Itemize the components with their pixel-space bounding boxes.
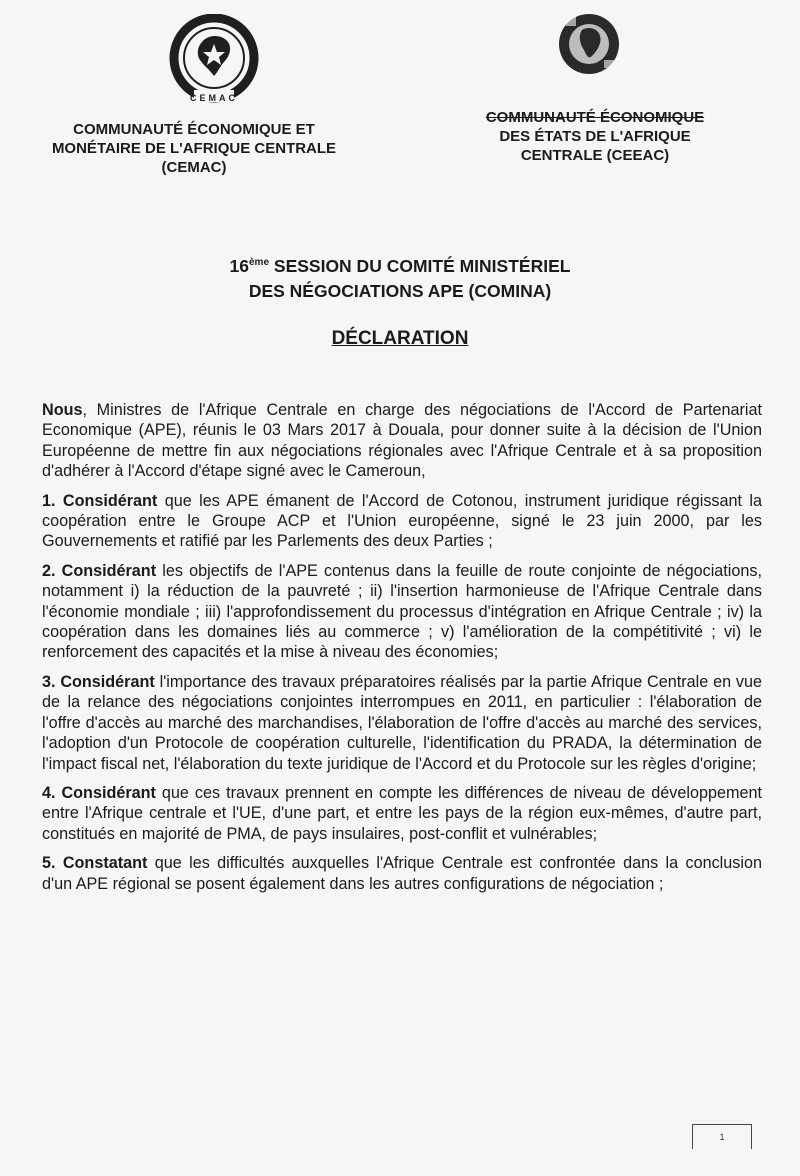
ceeac-name-line2: DES ÉTATS DE L'AFRIQUE (499, 128, 691, 145)
session-title (140, 250, 660, 304)
paragraph-lead: 1. Considérant (42, 491, 158, 510)
paragraph-4 (42, 783, 762, 844)
session-title-line2: DES NÉGOCIATIONS APE (COMINA) (248, 281, 552, 301)
intro-lead: Nous (42, 401, 83, 419)
paragraph-text: les objectifs de l'APE contenus dans la feuille de route conjointe de négociations, notamment i) la réduction de la pauvreté ; ii) l'insertion harmonieuse de l'Afrique Centrale dans l'économie mondiale ; iii) l'approfondissement du processus d'intégration en Afrique Centrale ; iv) la coopération dans les domaines liés au commerce ; v) l'amélioration de la compétitivité ; vi) le renforcement des capacités et la mise à niveau des économies; (42, 561, 762, 662)
paragraph-1 (42, 491, 762, 552)
declaration-body (42, 400, 762, 903)
paragraph-lead: 2. Considérant (42, 561, 157, 580)
paragraph-text: que les APE émanent de l'Accord de Cotonou, instrument juridique régissant la coopération entre le Groupe ACP et l'Union européenne, signé le 23 juin 2000, par les Gouvernements et ratifié par les Parlements des deux Parties ; (42, 491, 762, 551)
cemac-logo (168, 14, 260, 106)
declaration-heading: DÉCLARATION (331, 328, 469, 349)
session-ordinal: 16 (229, 256, 249, 276)
page-number: 1 (692, 1124, 752, 1149)
session-title-line1: SESSION DU COMITÉ MINISTÉRIEL (273, 256, 571, 276)
paragraph-text: que les difficultés auxquelles l'Afrique Centrale est confrontée dans la conclusion d'un APE régional se posent également dans les autres configurations de négociation ; (42, 854, 762, 893)
cemac-name: COMMUNAUTÉ ÉCONOMIQUE ET MONÉTAIRE DE L'AFRIQUE CENTRALE (CEMAC) (51, 121, 337, 176)
intro-text: , Ministres de l'Afrique Centrale en charge des négociations de l'Accord de Partenariat Economique (APE), réunis le 03 Mars 2017 à Douala, pour donner suite à la décision de l'Union Européenne de mettre fin aux négociations régionales avec l'Afrique Centrale et à sa proposition d'adhérer à l'Accord d'étape signé avec le Cameroun, (42, 401, 762, 481)
svg-text:CEMAC: CEMAC (190, 93, 238, 103)
paragraph-lead: 4. Considérant (42, 783, 156, 802)
paragraph-lead: 3. Considérant (42, 672, 155, 691)
ceeac-name (430, 108, 760, 165)
paragraph-text: l'importance des travaux préparatoires réalisés par la partie Afrique Centrale en vue de la relance des négociations conjointes interrompues en 2011, en particulier : l'élaboration de l'offre d'accès au marché des marchandises, l'élaboration de l'offre d'accès au marché des services, l'adoption d'un Protocole de coopération culturelle, l'identification du PRADA, la détermination de l'impact fiscal net, l'élaboration du texte juridique de l'Accord et du Protocole sur les règles d'origine; (42, 672, 763, 773)
paragraph-2 (42, 561, 762, 663)
paragraph-lead: 5. Constatant (42, 854, 148, 873)
ceeac-logo (548, 10, 630, 80)
paragraph-text: que ces travaux prennent en compte les différences de niveau de développement entre l'Afrique centrale et l'UE, d'une part, et entre les pays de la région eux-mêmes, d'autre part, constitués en majorité de PMA, de pays insulaires, post-conflit et vulnérables; (42, 783, 762, 843)
paragraph-3 (42, 672, 762, 774)
ceeac-name-line1: COMMUNAUTÉ ÉCONOMIQUE (485, 109, 705, 126)
paragraph-5 (42, 853, 762, 894)
intro-paragraph (42, 400, 762, 482)
ceeac-name-line3: CENTRALE (CEEAC) (520, 147, 670, 164)
session-ordinal-suffix: ème (249, 257, 270, 268)
